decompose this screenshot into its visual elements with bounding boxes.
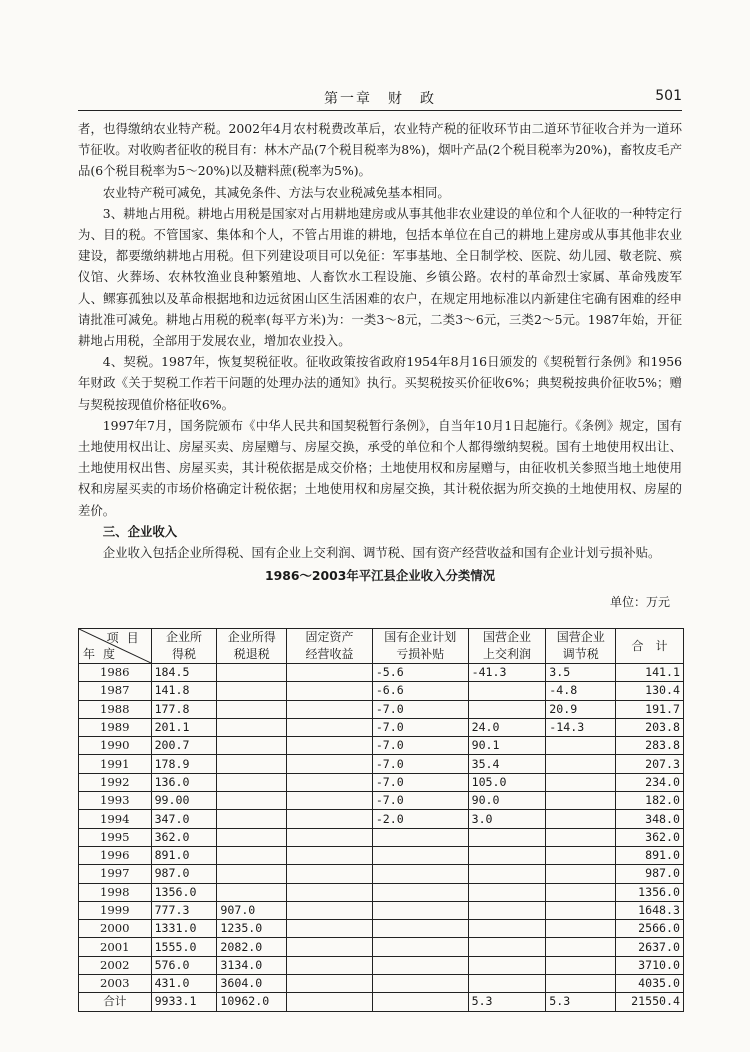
- table-unit: 单位：万元: [609, 595, 670, 610]
- section-heading: 三、企业收入: [102, 523, 178, 539]
- value-cell: [287, 865, 373, 883]
- value-cell: -5.6: [372, 664, 468, 682]
- value-cell: [372, 956, 468, 974]
- value-cell: [287, 956, 373, 974]
- value-cell: 207.3: [616, 755, 684, 773]
- value-cell: 576.0: [151, 956, 217, 974]
- body-text: [78, 118, 682, 614]
- table-title: 1986～2003年平江县企业收入分类情况: [264, 568, 496, 584]
- value-cell: 3134.0: [217, 956, 287, 974]
- year-cell: 1988: [79, 700, 152, 718]
- value-cell: 203.8: [616, 718, 684, 736]
- value-cell: 987.0: [616, 865, 684, 883]
- value-cell: [372, 993, 468, 1011]
- paragraph: 4、契税。1987年，恢复契税征收。征收政策按省政府1954年8月16日颁发的《契税暂行条例》和1956年财政《关于契税工作若干问题的处理办法的通知》执行。买契税按买价征收6%；典契税按典价征收5%；赠与契税按现值价格征收6%。: [78, 354, 682, 412]
- value-cell: [468, 828, 546, 846]
- table-row: [79, 755, 684, 773]
- column-header: 合 计: [616, 629, 684, 664]
- table-row: [79, 846, 684, 864]
- value-cell: 24.0: [468, 718, 546, 736]
- value-cell: [287, 938, 373, 956]
- year-cell: 1995: [79, 828, 152, 846]
- value-cell: [217, 810, 287, 828]
- value-cell: 90.1: [468, 737, 546, 755]
- value-cell: 1331.0: [151, 920, 217, 938]
- value-cell: 105.0: [468, 773, 546, 791]
- value-cell: [546, 901, 616, 919]
- value-cell: 130.4: [616, 682, 684, 700]
- value-cell: [287, 755, 373, 773]
- value-cell: [217, 883, 287, 901]
- value-cell: [372, 828, 468, 846]
- value-cell: [287, 737, 373, 755]
- value-cell: [287, 883, 373, 901]
- value-cell: 35.4: [468, 755, 546, 773]
- year-cell: 1993: [79, 792, 152, 810]
- year-cell: 1998: [79, 883, 152, 901]
- value-cell: -41.3: [468, 664, 546, 682]
- value-cell: -7.0: [372, 737, 468, 755]
- value-cell: [468, 920, 546, 938]
- year-cell: 1987: [79, 682, 152, 700]
- table-row: [79, 975, 684, 993]
- value-cell: 3604.0: [217, 975, 287, 993]
- value-cell: 21550.4: [616, 993, 684, 1011]
- table-row: [79, 792, 684, 810]
- value-cell: [372, 846, 468, 864]
- value-cell: [372, 901, 468, 919]
- value-cell: 907.0: [217, 901, 287, 919]
- value-cell: [546, 846, 616, 864]
- value-cell: 891.0: [616, 846, 684, 864]
- value-cell: 234.0: [616, 773, 684, 791]
- value-cell: 431.0: [151, 975, 217, 993]
- value-cell: [468, 975, 546, 993]
- column-header: 企业所 得税: [151, 629, 217, 664]
- page-number: 501: [655, 88, 682, 104]
- year-cell: 1994: [79, 810, 152, 828]
- page-header: [78, 86, 682, 111]
- paragraph: 企业收入包括企业所得税、国有企业上交利润、调节税、国有资产经营收益和国有企业计划亏损补贴。: [102, 545, 661, 561]
- value-cell: [546, 938, 616, 956]
- paragraph: 农业特产税可减免，其减免条件、方法与农业税减免基本相同。: [102, 184, 450, 200]
- year-cell: 合计: [79, 993, 152, 1011]
- value-cell: [287, 920, 373, 938]
- value-cell: 2566.0: [616, 920, 684, 938]
- value-cell: 362.0: [151, 828, 217, 846]
- table-row: [79, 883, 684, 901]
- table-row: [79, 810, 684, 828]
- value-cell: [287, 993, 373, 1011]
- value-cell: 1555.0: [151, 938, 217, 956]
- table-row: [79, 737, 684, 755]
- value-cell: 90.0: [468, 792, 546, 810]
- value-cell: [287, 664, 373, 682]
- table-row: [79, 828, 684, 846]
- value-cell: [287, 718, 373, 736]
- value-cell: [546, 792, 616, 810]
- value-cell: 2637.0: [616, 938, 684, 956]
- year-cell: 1996: [79, 846, 152, 864]
- value-cell: 177.8: [151, 700, 217, 718]
- value-cell: [287, 846, 373, 864]
- value-cell: -4.8: [546, 682, 616, 700]
- value-cell: 9933.1: [151, 993, 217, 1011]
- corner-label-year: 年度: [83, 647, 124, 661]
- year-cell: 2002: [79, 956, 152, 974]
- value-cell: 191.7: [616, 700, 684, 718]
- value-cell: [546, 865, 616, 883]
- value-cell: [546, 920, 616, 938]
- value-cell: [372, 883, 468, 901]
- value-cell: 136.0: [151, 773, 217, 791]
- value-cell: 178.9: [151, 755, 217, 773]
- value-cell: [287, 975, 373, 993]
- value-cell: [287, 773, 373, 791]
- value-cell: 4035.0: [616, 975, 684, 993]
- value-cell: 1356.0: [151, 883, 217, 901]
- value-cell: 5.3: [546, 993, 616, 1011]
- value-cell: [546, 828, 616, 846]
- value-cell: -7.0: [372, 792, 468, 810]
- year-cell: 1990: [79, 737, 152, 755]
- value-cell: 362.0: [616, 828, 684, 846]
- value-cell: [546, 810, 616, 828]
- value-cell: [287, 682, 373, 700]
- value-cell: 201.1: [151, 718, 217, 736]
- corner-label-item: 项目: [106, 631, 147, 645]
- table-row: [79, 993, 684, 1011]
- value-cell: [546, 883, 616, 901]
- value-cell: 10962.0: [217, 993, 287, 1011]
- value-cell: [217, 792, 287, 810]
- table-header-row: [79, 629, 684, 664]
- value-cell: [287, 792, 373, 810]
- value-cell: [372, 975, 468, 993]
- year-cell: 1999: [79, 901, 152, 919]
- value-cell: 3.0: [468, 810, 546, 828]
- value-cell: [217, 755, 287, 773]
- value-cell: -14.3: [546, 718, 616, 736]
- table-row: [79, 901, 684, 919]
- column-header: 国营企业 上交利润: [468, 629, 546, 664]
- value-cell: [468, 938, 546, 956]
- value-cell: -7.0: [372, 700, 468, 718]
- value-cell: [372, 865, 468, 883]
- value-cell: [217, 737, 287, 755]
- column-header: 企业所得 税退税: [217, 629, 287, 664]
- value-cell: [546, 975, 616, 993]
- value-cell: [468, 682, 546, 700]
- paragraph: 1997年7月，国务院颁布《中华人民共和国契税暂行条例》，自当年10月1日起施行。《条例》规定，国有土地使用权出让、房屋买卖、房屋赠与、房屋交换，承受的单位和个人都得缴纳契税。国有土地使用权出让、土地使用权出售、房屋买卖，其计税依据是成交价格；土地使用权和房屋赠与，由征收机关参照当地土地使用权和房屋买卖的市场价格确定计税依据；土地使用权和房屋交换，其计税依据为所交换的土地使用权、房屋的差价。: [78, 417, 682, 518]
- value-cell: 5.3: [468, 993, 546, 1011]
- value-cell: [217, 846, 287, 864]
- year-cell: 2001: [79, 938, 152, 956]
- value-cell: [217, 664, 287, 682]
- value-cell: 1648.3: [616, 901, 684, 919]
- value-cell: [217, 773, 287, 791]
- table-row: [79, 664, 684, 682]
- value-cell: [217, 682, 287, 700]
- value-cell: [546, 755, 616, 773]
- value-cell: 347.0: [151, 810, 217, 828]
- paragraph: 者，也得缴纳农业特产税。2002年4月农村税费改革后，农业特产税的征收环节由二道环节征收合并为一道环节征收。对收购者征收的税目有：林木产品(7个税目税率为8%)，烟叶产品(2个税目税率为20%)，畜牧皮毛产品(6个税目税率为5～20%)以及糖料蔗(税率为5%)。: [78, 121, 682, 179]
- column-header: 固定资产 经营收益: [287, 629, 373, 664]
- value-cell: [287, 901, 373, 919]
- table-body: [79, 664, 684, 1012]
- value-cell: [468, 883, 546, 901]
- value-cell: [372, 938, 468, 956]
- table-row: [79, 956, 684, 974]
- value-cell: [468, 865, 546, 883]
- value-cell: [217, 828, 287, 846]
- year-cell: 1992: [79, 773, 152, 791]
- value-cell: [546, 737, 616, 755]
- value-cell: [546, 956, 616, 974]
- value-cell: 348.0: [616, 810, 684, 828]
- table-row: [79, 700, 684, 718]
- value-cell: 99.00: [151, 792, 217, 810]
- value-cell: [287, 828, 373, 846]
- year-cell: 1997: [79, 865, 152, 883]
- value-cell: 777.3: [151, 901, 217, 919]
- table-row: [79, 865, 684, 883]
- table-row: [79, 920, 684, 938]
- table-row: [79, 682, 684, 700]
- column-header: 国营企业 调节税: [546, 629, 616, 664]
- value-cell: 20.9: [546, 700, 616, 718]
- value-cell: 1235.0: [217, 920, 287, 938]
- value-cell: -7.0: [372, 755, 468, 773]
- table-row: [79, 773, 684, 791]
- value-cell: [287, 810, 373, 828]
- value-cell: 2082.0: [217, 938, 287, 956]
- value-cell: [372, 920, 468, 938]
- value-cell: [468, 700, 546, 718]
- paragraph: 3、耕地占用税。耕地占用税是国家对占用耕地建房或从事其他非农业建设的单位和个人征收的一种特定行为、目的税。不管国家、集体和个人，不管占用谁的耕地，包括本单位在自己的耕地上建房或从事其他非农业建设，都要缴纳耕地占用税。但下列建设项目可以免征：军事基地、全日制学校、医院、幼儿园、敬老院、殡仪馆、火葬场、农林牧渔业良种繁殖地、人畜饮水工程设施、乡镇公路。农村的革命烈士家属、革命残废军人、鳏寡孤独以及革命根据地和边远贫困山区生活困难的农户，在规定用地标准以内新建住宅确有困难的经申请批准可减免。耕地占用税的税率(每平方米)为：一类3～8元，二类3～6元，三类2～5元。1987年始，开征耕地占用税，全部用于发展农业，增加农业投入。: [78, 205, 682, 349]
- year-cell: 1989: [79, 718, 152, 736]
- value-cell: [217, 865, 287, 883]
- value-cell: [287, 700, 373, 718]
- value-cell: [217, 700, 287, 718]
- value-cell: -7.0: [372, 718, 468, 736]
- value-cell: 184.5: [151, 664, 217, 682]
- value-cell: 182.0: [616, 792, 684, 810]
- value-cell: [468, 901, 546, 919]
- value-cell: -7.0: [372, 773, 468, 791]
- value-cell: [546, 773, 616, 791]
- year-cell: 1986: [79, 664, 152, 682]
- year-cell: 2003: [79, 975, 152, 993]
- value-cell: 3710.0: [616, 956, 684, 974]
- table-row: [79, 718, 684, 736]
- value-cell: [468, 956, 546, 974]
- value-cell: 1356.0: [616, 883, 684, 901]
- year-cell: 2000: [79, 920, 152, 938]
- value-cell: 200.7: [151, 737, 217, 755]
- value-cell: [468, 846, 546, 864]
- value-cell: 987.0: [151, 865, 217, 883]
- value-cell: 283.8: [616, 737, 684, 755]
- value-cell: -2.0: [372, 810, 468, 828]
- value-cell: 891.0: [151, 846, 217, 864]
- year-cell: 1991: [79, 755, 152, 773]
- value-cell: -6.6: [372, 682, 468, 700]
- value-cell: 3.5: [546, 664, 616, 682]
- table-corner-cell: [79, 629, 152, 664]
- enterprise-income-table: [78, 628, 684, 1012]
- value-cell: 141.1: [616, 664, 684, 682]
- column-header: 国有企业计划 亏损补贴: [372, 629, 468, 664]
- value-cell: 141.8: [151, 682, 217, 700]
- table-row: [79, 938, 684, 956]
- chapter-title: 第一章 财 政: [324, 91, 436, 107]
- value-cell: [217, 718, 287, 736]
